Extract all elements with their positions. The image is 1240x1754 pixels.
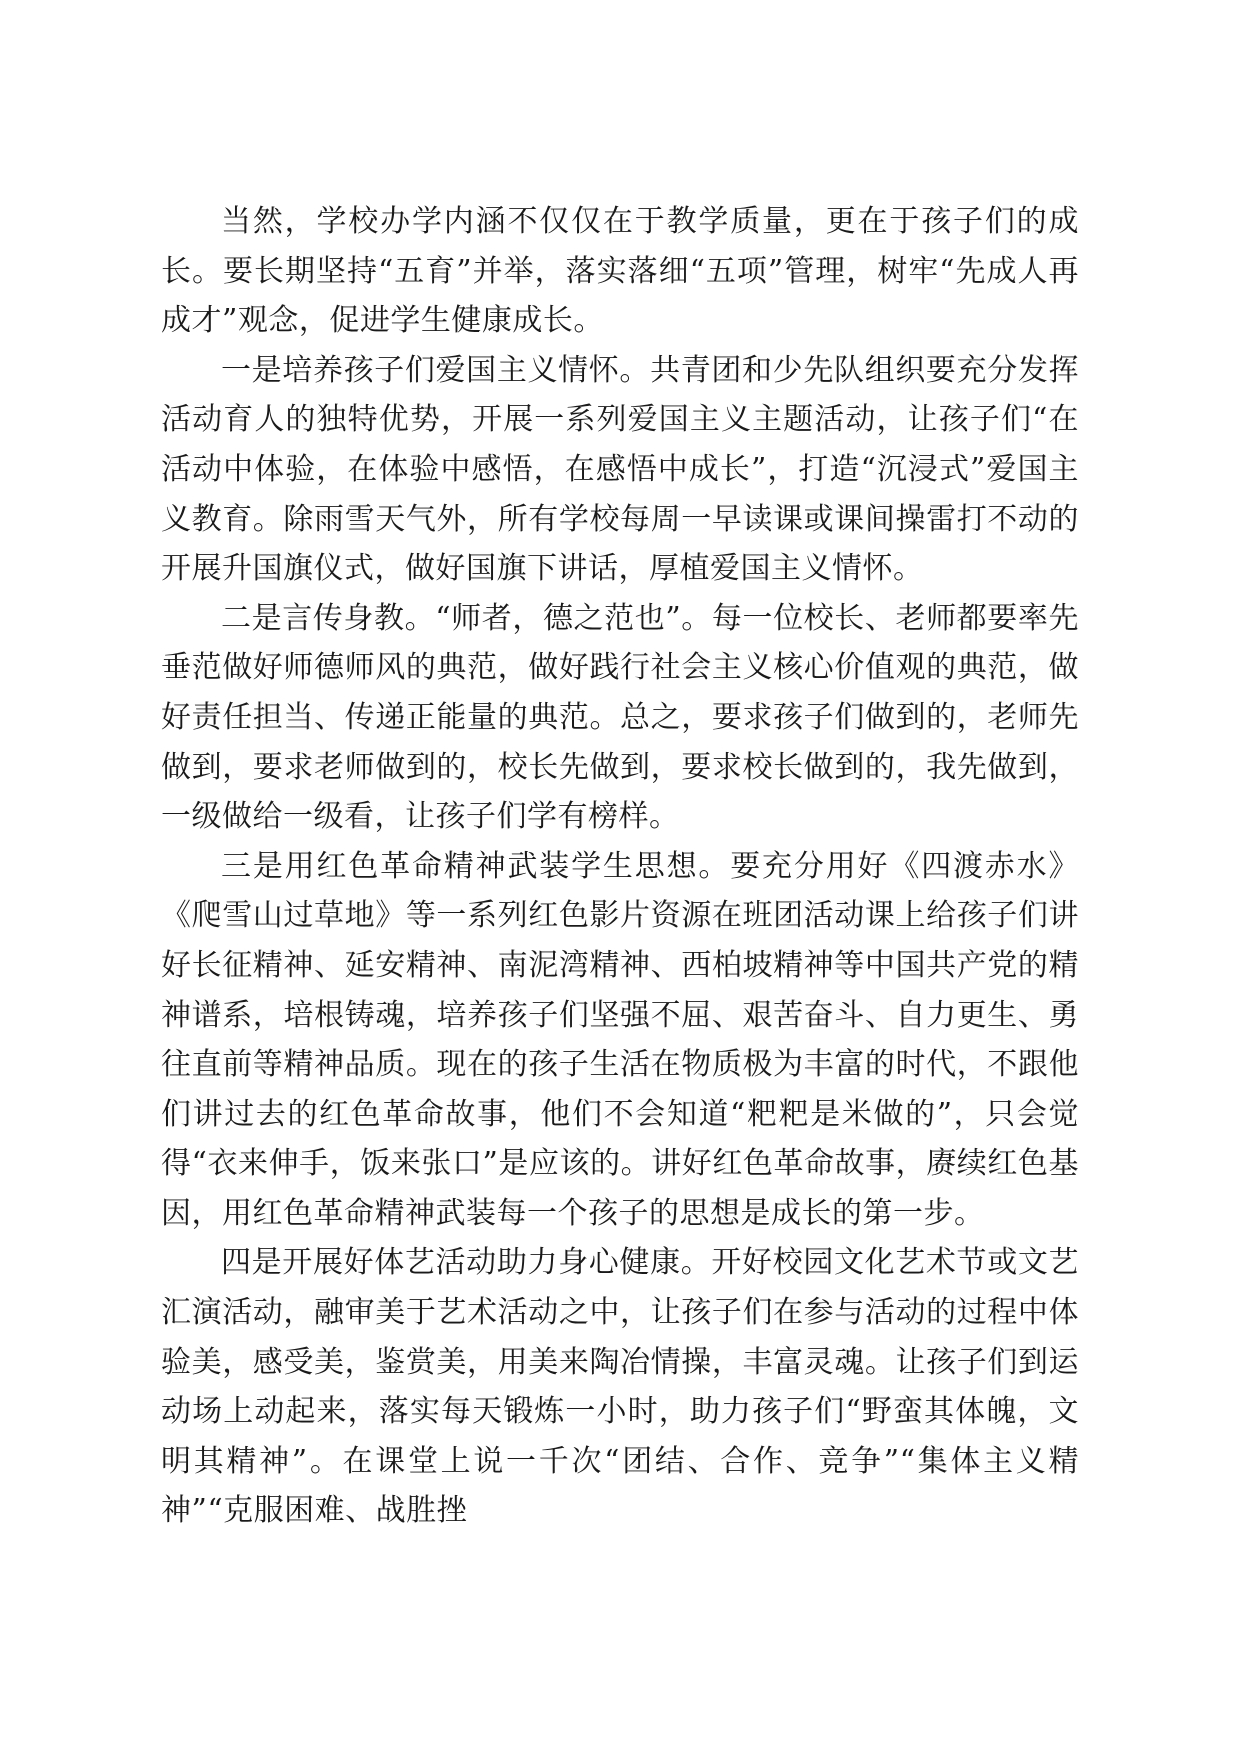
- paragraph-red-spirit: 三是用红色革命精神武装学生思想。要充分用好《四渡赤水》《爬雪山过草地》等一系列红色影片资源在班团活动课上给孩子们讲好长征精神、延安精神、南泥湾精神、西柏坡精神等中国共产党的精神谱系，培根铸魂，培养孩子们坚强不屈、艰苦奋斗、自力更生、勇往直前等精神品质。现在的孩子生活在物质极为丰富的时代，不跟他们讲过去的红色革命故事，他们不会知道“粑粑是米做的”，只会觉得“衣来伸手，饭来张口”是应该的。讲好红色革命故事，赓续红色基因，用红色革命精神武装每一个孩子的思想是成长的第一步。: [161, 848, 1079, 1231]
- paragraph-intro: 当然，学校办学内涵不仅仅在于教学质量，更在于孩子们的成长。要长期坚持“五育”并举，落实落细“五项”管理，树牢“先成人再成才”观念，促进学生健康成长。: [161, 204, 1079, 339]
- paragraph-patriotism: 一是培养孩子们爱国主义情怀。共青团和少先队组织要充分发挥活动育人的独特优势，开展一系列爱国主义主题活动，让孩子们“在活动中体验，在体验中感悟，在感悟中成长”，打造“沉浸式”爱国主义教育。除雨雪天气外，所有学校每周一早读课或课间操雷打不动的开展升国旗仪式，做好国旗下讲话，厚植爱国主义情怀。: [161, 352, 1079, 587]
- paragraph-role-model: 二是言传身教。“师者，德之范也”。每一位校长、老师都要率先垂范做好师德师风的典范，做好践行社会主义核心价值观的典范，做好责任担当、传递正能量的典范。总之，要求孩子们做到的，老师先做到，要求老师做到的，校长先做到，要求校长做到的，我先做到，一级做给一级看，让孩子们学有榜样。: [161, 600, 1079, 835]
- document-page: [161, 197, 1079, 1536]
- paragraph-sports-arts: 四是开展好体艺活动助力身心健康。开好校园文化艺术节或文艺汇演活动，融审美于艺术活动之中，让孩子们在参与活动的过程中体验美，感受美，鉴赏美，用美来陶冶情操，丰富灵魂。让孩子们到运动场上动起来，落实每天锻炼一小时，助力孩子们“野蛮其体魄，文明其精神”。在课堂上说一千次“团结、合作、竞争”“集体主义精神”“克服困难、战胜挫: [161, 1245, 1079, 1529]
